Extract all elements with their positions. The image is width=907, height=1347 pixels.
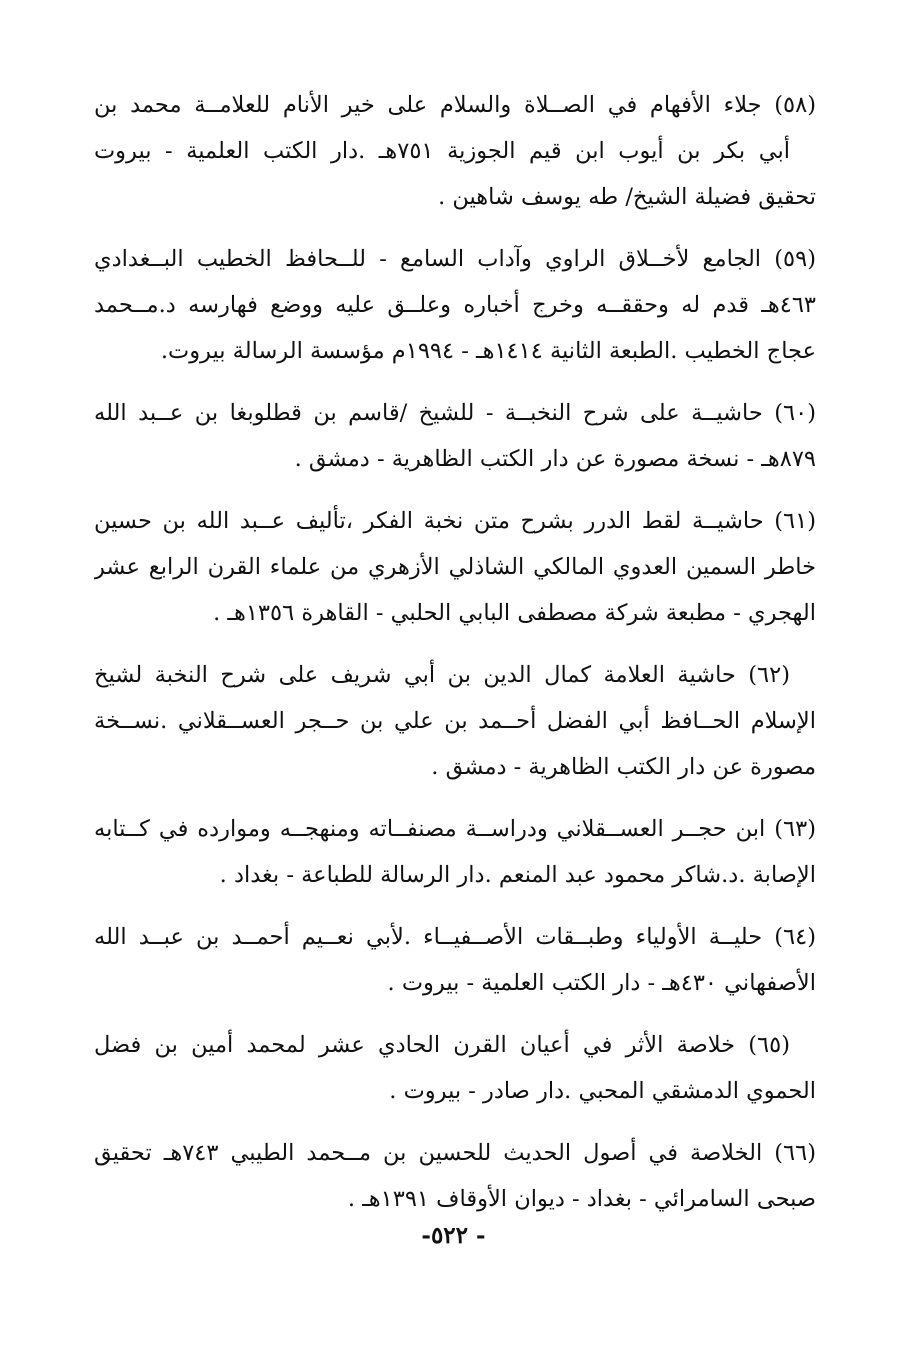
bibliography-entry-58 xyxy=(94,82,816,220)
entry-line: عجاج الخطيب .الطبعة الثانية ١٤١٤هـ - ١٩٩٤م مؤسسة الرسالة بيروت. xyxy=(160,338,816,364)
entry-line: (٦٤) حليــة الأولياء وطبــقات الأصــفيــاء .لأبي نعــيم أحمــد بن عبــد الله xyxy=(94,924,816,950)
bibliography-entry-61 xyxy=(94,498,816,636)
entry-line: الأصفهاني ٤٣٠هـ - دار الكتب العلمية - بيروت . xyxy=(387,970,816,996)
entry-line: (٦٦) الخلاصة في أصول الحديث للحسين بن مــحمد الطيبي ٧٤٣هـ تحقيق xyxy=(94,1140,816,1166)
entry-line: الهجري - مطبعة شركة مصطفى البابي الحلبي - القاهرة ١٣٥٦هـ . xyxy=(213,600,816,626)
entry-line: أبي بكر بن أيوب ابن قيم الجوزية ٧٥١هـ .دار الكتب العلمية - بيروت xyxy=(94,138,791,164)
entry-line: (٦٥) خلاصة الأثر في أعيان القرن الحادي عشر لمحمد أمين بن فضل xyxy=(94,1032,790,1058)
entry-line: تحقيق فضيلة الشيخ/ طه يوسف شاهين . xyxy=(438,184,816,210)
page-number: - ٥٢٢- xyxy=(421,1222,486,1249)
entry-line: (٦١) حاشيــة لقط الدرر بشرح متن نخبة الفكر ،تأليف عــبد الله بن حسين xyxy=(94,508,816,534)
bibliography-entry-66 xyxy=(94,1130,816,1222)
entry-line: ٨٧٩هـ - نسخة مصورة عن دار الكتب الظاهرية - دمشق . xyxy=(294,446,816,472)
bibliography-entry-63 xyxy=(94,806,816,898)
entry-line: خاطر السمين العدوي المالكي الشاذلي الأزهري من علماء القرن الرابع عشر xyxy=(94,554,816,580)
entry-line: الإصابة .د.شاكر محمود عبد المنعم .دار الرسالة للطباعة - بغداد . xyxy=(219,862,816,888)
bibliography-list xyxy=(94,82,816,1238)
entry-line: الإسلام الحــافظ أبي الفضل أحــمد بن علي بن حــجر العســقلاني .نســخة xyxy=(94,708,816,734)
bibliography-entry-64 xyxy=(94,914,816,1006)
entry-line: ٤٦٣هـ قدم له وحققــه وخرج أخباره وعلــق عليه ووضع فهارسه د.مــحمد xyxy=(94,292,816,318)
entry-line: (٥٨) جلاء الأفهام في الصــلاة والسلام على خير الأنام للعلامــة محمد بن xyxy=(94,92,816,118)
entry-line: (٦٠) حاشيــة على شرح النخبــة - للشيخ /قاسم بن قطلوبغا بن عــبد الله xyxy=(94,400,816,426)
entry-line: (٦٢) حاشية العلامة كمال الدين بن أبي شريف على شرح النخبة لشيخ xyxy=(94,662,790,688)
bibliography-entry-60 xyxy=(94,390,816,482)
entry-line: (٥٩) الجامع لأخــلاق الراوي وآداب السامع - للــحافظ الخطيب البــغدادي xyxy=(94,246,816,272)
entry-line: (٦٣) ابن حجــر العســقلاني ودراســة مصنفــاته ومنهجــه وموارده في كــتابه xyxy=(94,816,816,842)
entry-line: صبحى السامرائي - بغداد - ديوان الأوقاف ١٣٩١هـ . xyxy=(347,1186,816,1212)
entry-line: مصورة عن دار الكتب الظاهرية - دمشق . xyxy=(431,754,816,780)
bibliography-entry-65 xyxy=(94,1022,816,1114)
bibliography-entry-59 xyxy=(94,236,816,374)
entry-line: الحموي الدمشقي المحبي .دار صادر - بيروت . xyxy=(389,1078,816,1104)
bibliography-entry-62 xyxy=(94,652,816,790)
